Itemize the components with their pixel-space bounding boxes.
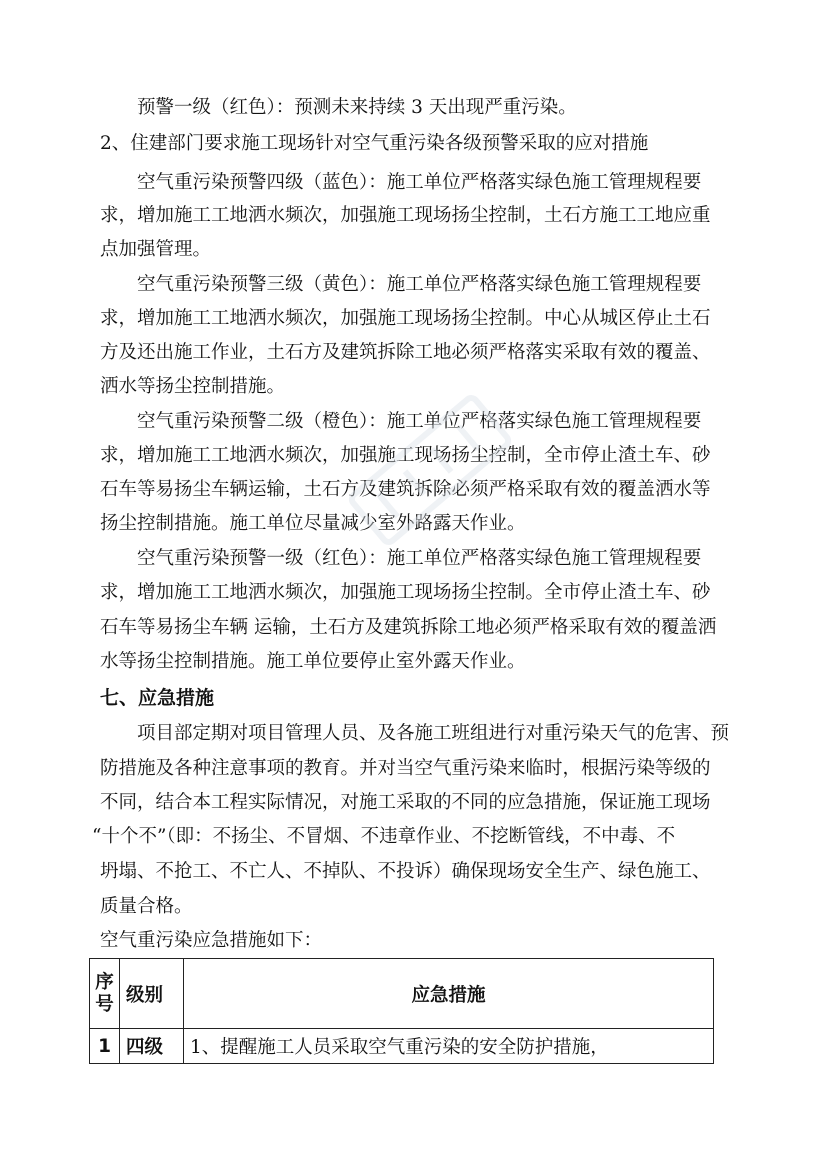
text-line: 方及还出施工作业，土石方及建筑拆除工地必须严格落实采取有效的覆盖、 (100, 342, 711, 363)
text-line: 空气重污染预警四级（蓝色）：施工单位严格落实绿色施工管理规程要 (137, 172, 702, 193)
table-header-row (90, 959, 714, 1029)
text-line: 不同，结合本工程实际情况，对施工采取的不同的应急措施，保证施工现场 (100, 792, 711, 813)
text-line: 项目部定期对项目管理人员、及各施工班组进行对重污染天气的危害、预 (137, 723, 730, 744)
text-line: 空气重污染预警二级（橙色）：施工单位严格落实绿色施工管理规程要 (137, 411, 702, 432)
header-no-top: 序 (95, 971, 114, 993)
header-no-bottom: 号 (95, 993, 114, 1015)
text-line: 空气重污染预警三级（黄色）：施工单位严格落实绿色施工管理规程要 (137, 274, 702, 295)
table-row (90, 1029, 714, 1064)
text-line: 坍塌、不抢工、不亡人、不掉队、不投诉）确保现场安全生产、绿色施工、 (100, 861, 711, 882)
cell-level: 四级 (120, 1029, 184, 1064)
cell-no: 1 (90, 1029, 120, 1064)
header-cell-level: 级别 (120, 959, 184, 1029)
text-line: 点加强管理。 (100, 239, 212, 260)
text-line: 洒水等扬尘控制措施。 (100, 376, 286, 397)
text-line: 防措施及各种注意事项的教育。并对当空气重污染来临时，根据污染等级的 (100, 758, 711, 779)
section-subheading: 2、住建部门要求施工现场针对空气重污染各级预警采取的应对措施 (100, 133, 649, 154)
section-heading: 七、应急措施 (100, 687, 215, 709)
cell-measure: 1、提醒施工人员采取空气重污染的安全防护措施， (184, 1029, 714, 1064)
text-line: 求，增加施工工地洒水频次，加强施工现场扬尘控制，土石方施工工地应重 (100, 205, 711, 226)
table-caption: 空气重污染应急措施如下： (100, 930, 323, 951)
text-line: 质量合格。 (100, 896, 193, 917)
text-line: 求，增加施工工地洒水频次，加强施工现场扬尘控制，全市停止渣土车、砂 (100, 445, 711, 466)
text-line: 石车等易扬尘车辆运输，土石方及建筑拆除必须严格采取有效的覆盖洒水等 (100, 479, 711, 500)
text-line: 扬尘控制措施。施工单位尽量减少室外路露天作业。 (100, 513, 526, 534)
text-line: 求，增加施工工地洒水频次，加强施工现场扬尘控制。全市停止渣土车、砂 (100, 582, 711, 603)
emergency-measures-table (89, 958, 714, 1064)
header-cell-no (90, 959, 120, 1029)
watermark-stamp-icon (330, 370, 530, 570)
text-line: 空气重污染预警一级（红色）：施工单位严格落实绿色施工管理规程要 (137, 548, 702, 569)
text-line: 水等扬尘控制措施。施工单位要停止室外露天作业。 (100, 651, 526, 672)
text-line: 求，增加施工工地洒水频次，加强施工现场扬尘控制。中心从城区停止土石 (100, 308, 711, 329)
text-line: 石车等易扬尘车辆 运输，土石方及建筑拆除工地必须严格采取有效的覆盖洒 (100, 617, 717, 638)
header-cell-measures: 应急措施 (184, 959, 714, 1029)
text-line: “十个不”（即：不扬尘、不冒烟、不违章作业、不挖断管线，不中毒、不 (92, 826, 676, 847)
text-line: 预警一级（红色）：预测未来持续 3 天出现严重污染。 (137, 97, 577, 118)
